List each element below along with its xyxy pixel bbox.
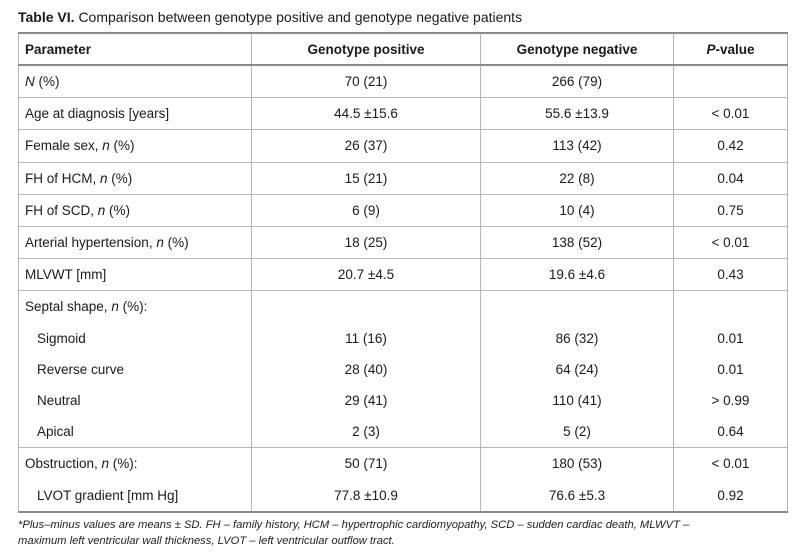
genotype-negative-cell: 138 (52) xyxy=(481,226,674,258)
header-genotype-positive: Genotype positive xyxy=(252,33,481,65)
genotype-positive-cell: 28 (40) xyxy=(252,354,481,385)
param-text: FH of SCD, xyxy=(25,202,98,218)
table-row xyxy=(19,162,788,194)
table-row xyxy=(19,448,788,480)
param-cell xyxy=(19,194,252,226)
param-cell xyxy=(19,448,252,480)
header-genotype-negative: Genotype negative xyxy=(481,33,674,65)
genotype-positive-cell: 11 (16) xyxy=(252,323,481,354)
p-value-cell: 0.75 xyxy=(674,194,788,226)
header-p-value xyxy=(674,33,788,65)
genotype-negative-cell: 22 (8) xyxy=(481,162,674,194)
param-italic: n xyxy=(156,235,164,251)
param-italic: n xyxy=(102,138,110,154)
p-value-cell: 0.64 xyxy=(674,416,788,448)
genotype-positive-cell: 6 (9) xyxy=(252,194,481,226)
table-row xyxy=(19,479,788,511)
genotype-positive-cell: 77.8 ±10.9 xyxy=(252,479,481,511)
param-text: Sigmoid xyxy=(37,330,86,346)
header-p-rest: -value xyxy=(715,41,755,57)
param-suffix: (%) xyxy=(105,202,131,218)
p-value-cell: 0.42 xyxy=(674,130,788,162)
table-row xyxy=(19,98,788,130)
p-value-cell: < 0.01 xyxy=(674,98,788,130)
param-suffix: (%): xyxy=(118,299,148,315)
table-row xyxy=(19,130,788,162)
genotype-negative-cell: 180 (53) xyxy=(481,448,674,480)
genotype-positive-cell: 20.7 ±4.5 xyxy=(252,259,481,291)
genotype-positive-cell xyxy=(252,291,481,323)
genotype-positive-cell: 15 (21) xyxy=(252,162,481,194)
p-value-cell: 0.92 xyxy=(674,479,788,511)
param-cell xyxy=(19,259,252,291)
caption-label: Table VI. xyxy=(18,9,75,25)
param-italic: n xyxy=(100,170,108,186)
param-cell xyxy=(19,65,252,98)
genotype-negative-cell: 10 (4) xyxy=(481,194,674,226)
p-value-cell: < 0.01 xyxy=(674,226,788,258)
genotype-negative-cell: 86 (32) xyxy=(481,323,674,354)
param-text: Female sex, xyxy=(25,138,103,154)
param-text: Apical xyxy=(37,424,74,440)
param-suffix: (%) xyxy=(107,170,133,186)
param-cell xyxy=(19,291,252,323)
table-row xyxy=(19,385,788,416)
p-value-cell: 0.04 xyxy=(674,162,788,194)
p-value-cell: 0.01 xyxy=(674,354,788,385)
param-cell xyxy=(19,162,252,194)
table-row xyxy=(19,354,788,385)
table-row xyxy=(19,259,788,291)
param-text: Age at diagnosis [years] xyxy=(25,106,170,122)
param-cell xyxy=(19,130,252,162)
genotype-negative-cell: 64 (24) xyxy=(481,354,674,385)
genotype-positive-cell: 70 (21) xyxy=(252,65,481,98)
table-row xyxy=(19,65,788,98)
param-italic: N xyxy=(25,74,35,90)
genotype-positive-cell: 29 (41) xyxy=(252,385,481,416)
param-suffix: (%) xyxy=(34,74,60,90)
param-italic: n xyxy=(101,456,110,472)
genotype-positive-cell: 18 (25) xyxy=(252,226,481,258)
genotype-negative-cell: 113 (42) xyxy=(481,130,674,162)
param-italic: n xyxy=(111,299,119,315)
param-text: FH of HCM, xyxy=(25,170,101,186)
genotype-negative-cell: 55.6 ±13.9 xyxy=(481,98,674,130)
p-value-cell: 0.43 xyxy=(674,259,788,291)
header-parameter: Parameter xyxy=(19,33,252,65)
param-cell xyxy=(19,323,252,354)
p-value-cell xyxy=(674,291,788,323)
genotype-negative-cell: 266 (79) xyxy=(481,65,674,98)
param-cell xyxy=(19,98,252,130)
param-text: Neutral xyxy=(37,392,81,408)
table-row xyxy=(19,226,788,258)
genotype-positive-cell: 2 (3) xyxy=(252,416,481,448)
param-text: Obstruction, xyxy=(25,456,102,472)
param-suffix: (%): xyxy=(109,456,138,472)
param-suffix: (%) xyxy=(109,138,135,154)
genotype-positive-cell: 50 (71) xyxy=(252,448,481,480)
param-text: LVOT gradient [mm Hg] xyxy=(37,487,179,503)
param-text: MLVWT [mm] xyxy=(25,267,107,283)
genotype-negative-cell xyxy=(481,291,674,323)
p-value-cell: < 0.01 xyxy=(674,448,788,480)
table-caption xyxy=(18,8,522,26)
header-p-italic: P xyxy=(706,41,716,57)
table-row xyxy=(19,416,788,448)
param-cell xyxy=(19,354,252,385)
comparison-table xyxy=(18,32,788,513)
genotype-positive-cell: 26 (37) xyxy=(252,130,481,162)
caption-text: Comparison between genotype positive and genotype negative patients xyxy=(78,9,523,25)
p-value-cell xyxy=(674,65,788,98)
param-text: Septal shape, xyxy=(25,299,112,315)
param-cell xyxy=(19,226,252,258)
genotype-negative-cell: 110 (41) xyxy=(481,385,674,416)
table-footnote xyxy=(18,517,788,549)
param-cell xyxy=(19,416,252,448)
table-row xyxy=(19,194,788,226)
table-row xyxy=(19,291,788,323)
table-row xyxy=(19,323,788,354)
genotype-negative-cell: 76.6 ±5.3 xyxy=(481,479,674,511)
footnote-line-1: *Plus–minus values are means ± SD. FH – family history, HCM – hypertrophic cardiomyopathy, SCD – sudden cardiac death, MLWVT – xyxy=(18,519,690,531)
param-cell xyxy=(19,479,252,511)
footnote-line-2: maximum left ventricular wall thickness, LVOT – left ventricular outflow tract. xyxy=(18,535,395,547)
header-row xyxy=(19,33,788,65)
param-cell xyxy=(19,385,252,416)
genotype-negative-cell: 19.6 ±4.6 xyxy=(481,259,674,291)
p-value-cell: 0.01 xyxy=(674,323,788,354)
param-text: Arterial hypertension, xyxy=(25,235,157,251)
param-suffix: (%) xyxy=(163,235,189,251)
p-value-cell: > 0.99 xyxy=(674,385,788,416)
param-text: Reverse curve xyxy=(37,361,125,377)
param-italic: n xyxy=(97,202,106,218)
genotype-negative-cell: 5 (2) xyxy=(481,416,674,448)
genotype-positive-cell: 44.5 ±15.6 xyxy=(252,98,481,130)
